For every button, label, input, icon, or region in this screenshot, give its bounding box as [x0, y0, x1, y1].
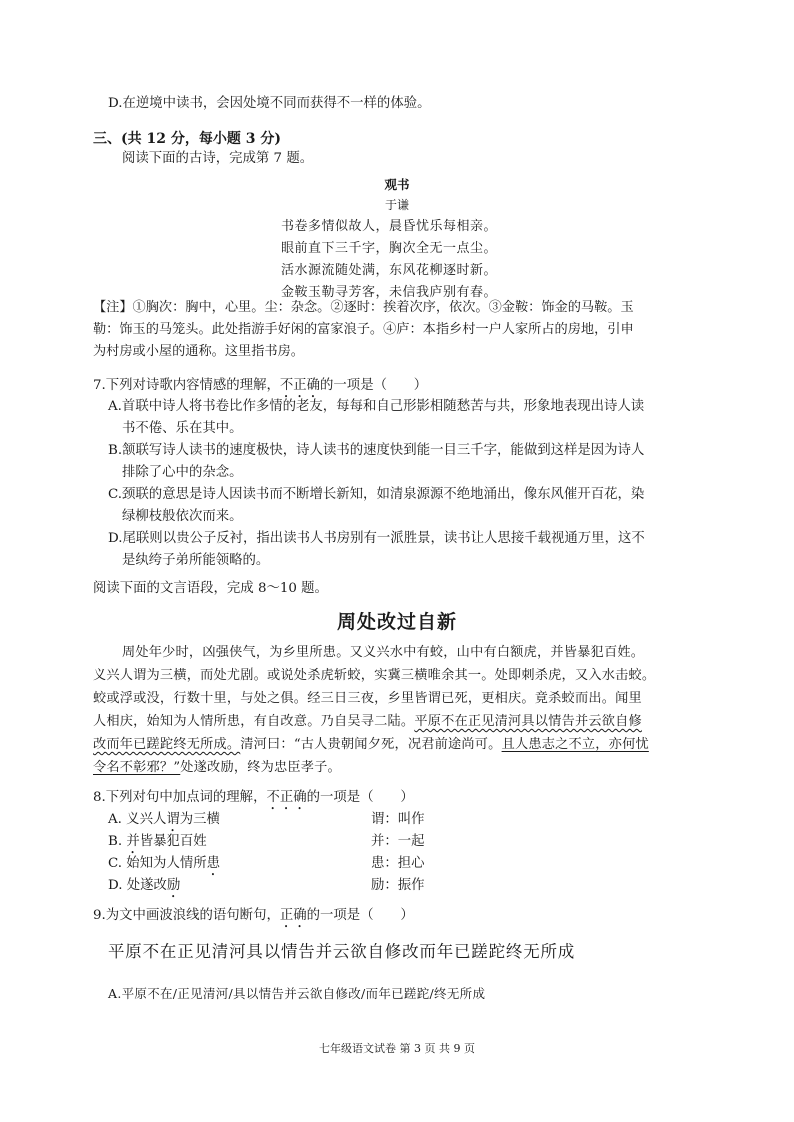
essay-line: 周处年少时，凶强侠气，为乡里所患。又义兴水中有蛟，山中有白额虎，并皆暴犯百姓。 [122, 645, 645, 660]
q7-option-d: D.尾联则以贵公子反衬，指出读书人书房别有一派胜景，读书让人思接千载视通万里，这不 [108, 531, 645, 546]
q7-option-c-cont: 绿柳枝般依次而来。 [122, 509, 243, 524]
underlined-text: 令名不彰邪？” [93, 760, 181, 775]
emphasis-text: 不正确 [266, 790, 307, 805]
wavy-underlined-text: 平原不在正见清河具以情告并云欲自修 [414, 714, 642, 729]
essay-line: 蛟或浮或没，行数十里，与处之俱。经三日三夜，乡里皆谓已死，更相庆。竟杀蛟而出。闻里 [93, 691, 642, 706]
q7-stem: 7.下列对诗歌内容情感的理解，不正确的一项是（ ） [93, 378, 428, 393]
poem-line: 书卷多情似故人，晨昏忧乐每相亲。 [281, 219, 498, 234]
emphasis-text: 不正确 [279, 378, 321, 393]
q8-option-c-meaning: 患：担心 [371, 856, 425, 871]
poem-note: 勒：饰玉的马笼头。此处指游手好闲的富家浪子。④庐：本指乡村一户人家所占的房地，引申 [93, 322, 634, 337]
section-3-intro: 阅读下面的古诗，完成第 7 题。 [122, 151, 314, 166]
dotted-word: 励 [166, 878, 181, 893]
emphasis-text: 正确 [279, 908, 307, 923]
essay-title: 周处改过自新 [336, 611, 457, 633]
q9-option-a: A.平原不在/正见清河/具以情告并云欲自修改/而年已蹉跎/终无所成 [108, 986, 486, 1001]
q8-stem: 8.下列对句中加点词的理解，不正确的一项是（ ） [93, 790, 414, 805]
q7-option-c: C.颈联的意思是诗人因读书而不断增长新知，如清泉源源不绝地涌出，像东风催开百花，染 [108, 487, 645, 502]
underlined-text: 且人患志之不立，亦何忧 [501, 737, 649, 752]
poem-note: 【注】①胸次：胸中，心里。尘：杂念。②逐时：挨着次序，依次。③金鞍：饰金的马鞍。玉 [93, 300, 634, 315]
essay-line: 改而年已蹉跎终无所成。清河曰：“古人贵朝闻夕死，况君前途尚可。且人患志之不立，亦何忧 [93, 737, 649, 752]
poem-line: 眼前直下三千字，胸次全无一点尘。 [281, 241, 498, 256]
dotted-word: 谓 [166, 812, 180, 827]
poem-note: 为村房或小屋的通称。这里指书房。 [93, 344, 304, 359]
q8-option-d: D. 处遂改励 [108, 878, 181, 893]
q9-stem: 9.为文中画波浪线的语句断句，正确的一项是（ ） [93, 908, 414, 923]
q7-option-d-cont: 是纨绔子弟所能领略的。 [122, 553, 270, 568]
poem-title: 观书 [384, 177, 410, 192]
page-footer: 七年级语文试卷 第 3 页 共 9 页 [319, 1042, 475, 1055]
essay-line: 义兴人谓为三横，而处尤剧。或说处杀虎斩蛟，实冀三横唯余其一。处即刺杀虎，又入水击蛟。 [93, 668, 656, 683]
q8-option-b-meaning: 并：一起 [371, 834, 425, 849]
q9-sentence: 平原不在正见清河具以情告并云欲自修改而年已蹉跎终无所成 [108, 942, 576, 961]
dotted-word: 患 [206, 856, 221, 871]
poem-line: 活水源流随处满，东风花柳逐时新。 [281, 263, 498, 278]
q7-option-a: A.首联中诗人将书卷比作多情的老友，每每和自己形影相随愁苦与共，形象地表现出诗人读 [108, 399, 645, 414]
q8-option-c: C. 始知为人情所患 [108, 856, 221, 871]
essay-line: 人相庆，始知为人情所患，有自改意。乃自吴寻二陆。平原不在正见清河具以情告并云欲自修 [93, 714, 642, 729]
section-3-heading: 三、(共 12 分，每小题 3 分) [93, 131, 281, 147]
essay-line: 令名不彰邪？”处遂改励，终为忠臣孝子。 [93, 760, 341, 775]
q6-option-d: D.在逆境中读书，会因处境不同而获得不一样的体验。 [108, 96, 431, 111]
q7-option-a-cont: 书不倦、乐在其中。 [122, 421, 243, 436]
wavy-underlined-text: 改而年已蹉跎终无所成。 [93, 737, 241, 752]
poem-author: 于谦 [384, 198, 409, 212]
dotted-word: 并 [126, 834, 140, 849]
q7-option-b-cont: 排除了心中的杂念。 [122, 465, 243, 480]
classical-intro: 阅读下面的文言语段，完成 8～10 题。 [93, 581, 328, 596]
q8-option-b: B. 并皆暴犯百姓 [108, 834, 207, 849]
q7-option-b: B.颔联写诗人读书的速度极快，诗人读书的速度快到能一目三千字，能做到这样是因为诗人 [108, 443, 645, 458]
q8-option-d-meaning: 励：振作 [371, 878, 425, 893]
poem-line: 金鞍玉勒寻芳客，未信我庐别有春。 [281, 285, 498, 300]
q8-option-a: A. 义兴人谓为三横 [108, 812, 220, 827]
q8-option-a-meaning: 谓：叫作 [371, 812, 425, 827]
